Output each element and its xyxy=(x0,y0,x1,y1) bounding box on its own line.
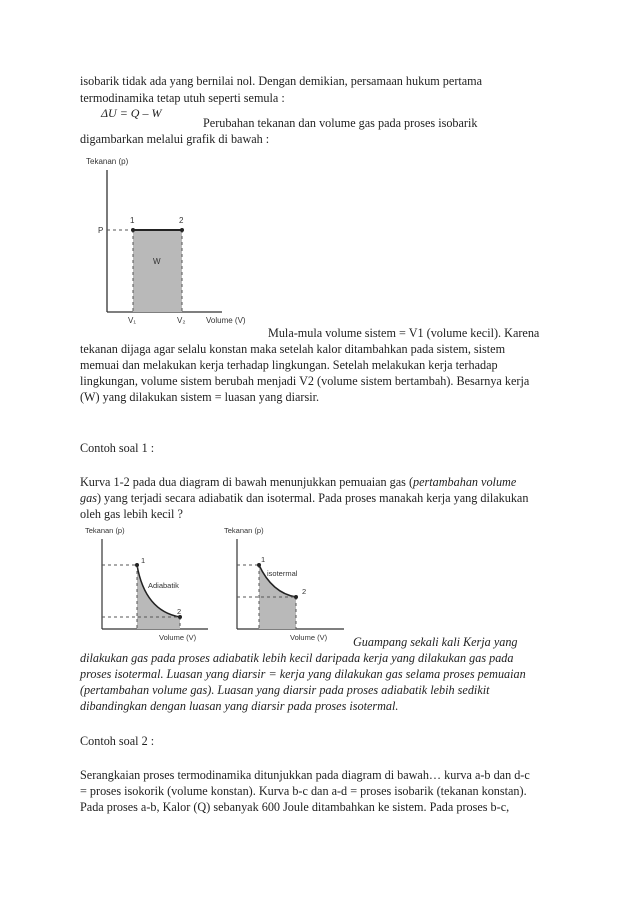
text-line xyxy=(80,474,560,490)
adiabatic-diagram xyxy=(80,521,210,646)
x-axis-label: Volume (V) xyxy=(290,633,328,642)
x-axis-label: Volume (V) xyxy=(159,633,197,642)
point-1 xyxy=(131,228,135,232)
curve-label: isotermal xyxy=(267,569,298,578)
text-line: dilakukan gas pada proses adiabatik lebih kecil daripada kerja yang dilakukan gas pada xyxy=(80,651,514,665)
text-line: proses isotermal. Luasan yang diarsir = kerja yang dilakukan gas selama proses pemuaian xyxy=(80,667,526,681)
text-line: memuai dan melakukan kerja terhadap lingkungan. Setelah melakukan kerja terhadap xyxy=(80,358,498,372)
point-2-label: 2 xyxy=(302,587,307,596)
y-axis-label: Tekanan (p) xyxy=(224,526,264,535)
text-span: ) yang terjadi secara adiabatik dan isotermal. Pada proses manakah kerja yang dilakukan xyxy=(96,491,529,505)
text-line: termodinamika tetap utuh seperti semula : xyxy=(80,91,285,105)
work-area xyxy=(133,230,182,312)
text-line: isobarik tidak ada yang bernilai nol. Dengan demikian, persamaan hukum pertama xyxy=(80,74,483,88)
text-line: Mula-mula volume sistem = V1 (volume kecil). Karena xyxy=(268,326,540,340)
point-1-label: 1 xyxy=(261,555,266,564)
pressure-label: P xyxy=(98,226,104,235)
y-axis-label: Tekanan (p) xyxy=(85,526,125,535)
point-1-label: 1 xyxy=(130,216,135,225)
point-2 xyxy=(180,228,184,232)
curve-label: Adiabatik xyxy=(148,581,179,590)
y-axis-label: Tekanan (p) xyxy=(86,157,129,166)
point-1-label: 1 xyxy=(141,556,146,565)
point-2 xyxy=(294,595,298,599)
point-1 xyxy=(135,563,139,567)
isobaric-diagram xyxy=(80,150,270,330)
work-label: W xyxy=(153,257,161,266)
text-span: Kurva 1-2 pada dua diagram di bawah menunjukkan pemuaian gas ( xyxy=(80,475,414,489)
formula: ΔU = Q – W xyxy=(101,106,162,120)
v1-label: V₁ xyxy=(128,316,137,325)
section-title: Contoh soal 1 : xyxy=(80,441,155,455)
section-title: Contoh soal 2 : xyxy=(80,734,155,748)
work-area xyxy=(137,565,180,629)
x-axis-label: Volume (V) xyxy=(206,316,246,325)
text-line: lingkungan, volume sistem berubah menjadi V2 (volume sistem bertambah). Besarnya kerja xyxy=(80,374,530,388)
text-line xyxy=(80,490,560,506)
text-line: = proses isokorik (volume konstan). Kurva b-c dan a-d = proses isobarik (tekanan konstan). xyxy=(80,784,527,798)
point-2-label: 2 xyxy=(179,216,184,225)
text-line: (W) yang dilakukan sistem = luasan yang diarsir. xyxy=(80,390,320,404)
text-line: dibandingkan dengan luasan yang diarsir pada proses isotermal. xyxy=(80,699,399,713)
text-span: pertambahan volume xyxy=(413,475,517,489)
v2-label: V₂ xyxy=(177,316,186,325)
text-line: (pertambahan volume gas). Luasan yang diarsir pada proses adiabatik lebih sedikit xyxy=(80,683,490,697)
point-2-label: 2 xyxy=(177,607,182,616)
text-line: Perubahan tekanan dan volume gas pada proses isobarik xyxy=(203,116,478,130)
text-line: Serangkaian proses termodinamika ditunjukkan pada diagram di bawah… kurva a-b dan d-c xyxy=(80,768,530,782)
text-line: oleh gas lebih kecil ? xyxy=(80,507,183,521)
isothermal-diagram xyxy=(222,521,347,646)
text-span: gas xyxy=(80,491,97,505)
text-line: Guampang sekali kali Kerja yang xyxy=(353,635,518,649)
text-line: digambarkan melalui grafik di bawah : xyxy=(80,132,270,146)
text-line: Pada proses a-b, Kalor (Q) sebanyak 600 Joule ditambahkan ke sistem. Pada proses b-c, xyxy=(80,800,510,814)
text-line: tekanan dijaga agar selalu konstan maka setelah kalor ditambahkan pada sistem, sistem xyxy=(80,342,506,356)
